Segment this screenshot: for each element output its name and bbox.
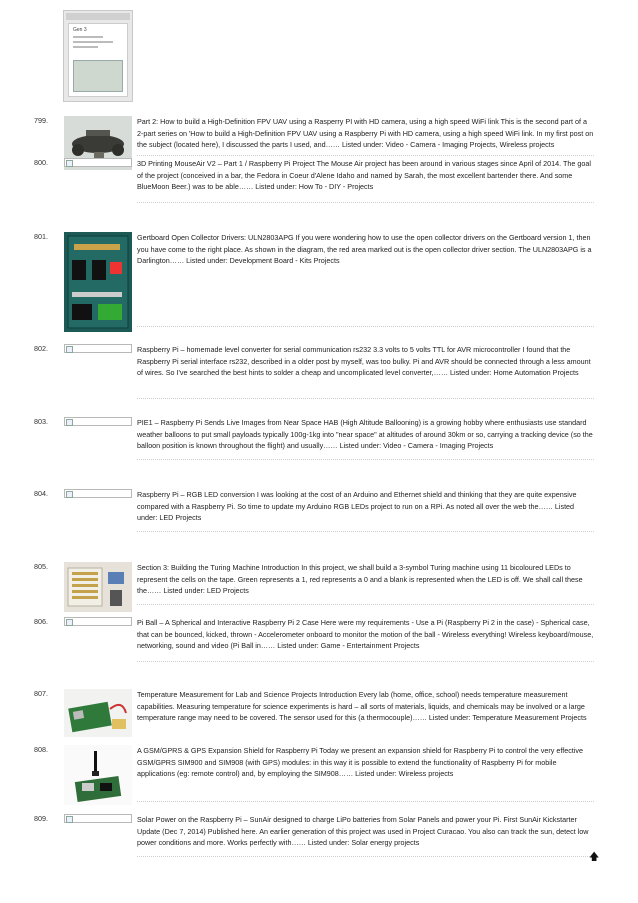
item-number: 808. [34,745,48,754]
item-description: Temperature Measurement for Lab and Science Projects Introduction Every lab (home, office, school) needs temperature measurement capabilities. Measuring temperature for science experiments is hard – all sorts of materials, liquids, and chemicals may be involved or a large temperature range may need to be covered. The sensor used for this (a thermocouple)…… Listed under: Temperature Measurement Projects [137,690,587,723]
separator [137,398,594,399]
broken-image-icon[interactable] [64,417,132,426]
item-thumbnail[interactable] [64,562,132,612]
item-number: 805. [34,562,48,571]
item-description: Raspberry Pi – homemade level converter for serial communication rs232 3.3 volts to 5 volts TTL for AVR microcontroller I found that the Raspberry Pi serial interface rs232, described in a older post by myself, was too bulky. Pi and AVR should be connected through a less amount of wires. So I've searched the best hints to solder a cheap and uncomplicated level converter,…… Listed under: Home Automation Projects [137,345,591,378]
broken-image-icon[interactable] [64,344,132,353]
item-thumbnail[interactable] [64,232,132,332]
item-number: 804. [34,489,48,498]
separator [137,856,594,857]
item-description: Pi Ball – A Spherical and Interactive Raspberry Pi 2 Case Here were my requirements - Use a Pi (Raspberry Pi 2 in the case) - Spherical case, that can be bounced, kicked, thrown - Accelerometer onboard to monitor the motion of the ball - Wireless everything! Wireless keyboard/mouse, networking, sound and video (Pi Ball in…… Listed under: Game - Entertainment Projects [137,618,594,651]
item-thumbnail[interactable] [64,745,132,805]
top-screenshot-thumbnail [63,10,133,102]
item-description: Section 3: Building the Turing Machine Introduction In this project, we shall build a 3-symbol Turing machine using 11 bicoloured LEDs to represent the cells on the tape. Green represents a 1, red represents a 0 and a blank is represented when the LED is off. We shall call these the…… Listed under: LED Projects [137,563,583,596]
item-description: A GSM/GPRS & GPS Expansion Shield for Raspberry Pi Today we present an expansion shield for Raspberry Pi to control the very effective GSM/GPRS SIM900 and SIM908 (with GPS) modules: in this way it is possible to extend the functionality of Raspberry Pi for mobile applications (eg: remote control) and, by employing the SIM908…… Listed under: Wireless projects [137,746,583,779]
separator [137,531,594,532]
item-number: 807. [34,689,48,698]
separator [137,326,594,327]
item-number: 802. [34,344,48,353]
up-arrow-icon[interactable]: 🡅 [589,852,600,863]
item-number: 799. [34,116,48,125]
top-screenshot-title: Gen 3 [73,27,87,33]
separator [137,661,594,662]
separator [137,202,594,203]
item-number: 809. [34,814,48,823]
item-number: 803. [34,417,48,426]
item-number: 801. [34,232,48,241]
item-description: Solar Power on the Raspberry Pi – SunAir designed to charge LiPo batteries from Solar Panels and power your Pi. First SunAir Kickstarter Update (Dec 7, 2014) Published here. An earlier generation of this project was used in Project Curacao. You also can track the sun, detect low power conditions and more. Works perfectly with…… Listed under: Solar energy projects [137,815,589,848]
separator [137,155,594,156]
separator [137,459,594,460]
item-description: PIE1 – Raspberry Pi Sends Live Images from Near Space HAB (High Altitude Ballooning) is a growing hobby where enthusiasts use standard weather balloons to put small payloads typically 100g-1kg into "near space" at altitudes of around 30km or so, carrying a tracking device (so the balloon position is known throughout the flight) and usually…… Listed under: Video - Camera - Imaging Projects [137,418,593,451]
item-description: Gertboard Open Collector Drivers: ULN2803APG If you were wondering how to use the open collector drivers on the Gertboard version 1, then you have come to the right place. As shown in the diagram, the red area marked out is the open collector driver section. The ULN2803APG is a Darlington…… Listed under: Development Board - Kits Projects [137,233,592,266]
broken-image-icon[interactable] [64,489,132,498]
item-number: 806. [34,617,48,626]
item-description: Part 2: How to build a High-Definition FPV UAV using a Rasperry PI with HD camera, using a high speed WiFi link This is the second part of a 2-part series on 'How to build a High-Definition FPV UAV using a Raspberry Pi with HD camera, using a high speed WiFi link. In my first post on the subject (located here), I discussed the parts I used, and…… Listed under: Video - Camera - Imaging Projects, Wireless projects [137,117,594,150]
broken-image-icon[interactable] [64,158,132,167]
item-description: 3D Printing MouseAir V2 – Part 1 / Raspberry Pi Project The Mouse Air project has been around in various stages since April of 2014. The goal of the project (conceived in a bar, the Fedora in Coeur d'Alene Idaho and named by Sarah, the most excellent bartender there. And some BlueMoon Beer.) was to be able…… Listed under: How To - DIY - Projects [137,159,591,192]
separator [137,801,594,802]
separator [137,604,594,605]
item-thumbnail[interactable] [64,689,132,737]
broken-image-icon[interactable] [64,617,132,626]
item-description: Raspberry Pi – RGB LED conversion I was looking at the cost of an Arduino and Ethernet shield and thinking that they are quite expensive compared with a Raspberry Pi. So time to update my Arduino RGB LEDs project to run on a RPi. As noted all over the web the…… Listed under: LED Projects [137,490,577,523]
broken-image-icon[interactable] [64,814,132,823]
item-number: 800. [34,158,48,167]
